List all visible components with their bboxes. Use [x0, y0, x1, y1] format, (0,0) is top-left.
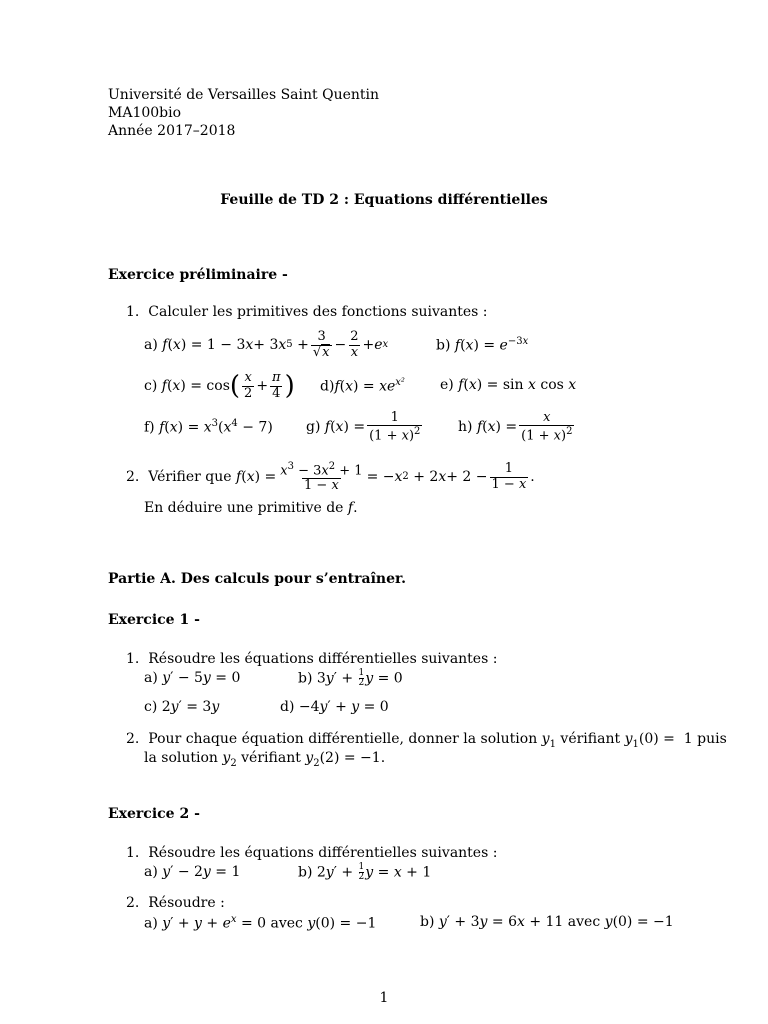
- ex1-q2: 2. Pour chaque équation différentielle, donner la solution $y_1$ vérifiant $y_1(0) = 1$ puis: [126, 731, 727, 750]
- prelim-q1-e: e) f(x) = sin x cos x: [440, 377, 577, 393]
- ex1-q1-b: b) 3y′ + $\frac{1}{2}$ y = 0: [298, 668, 403, 688]
- ex1-q1-d: d) −4y′ + y = 0: [280, 699, 389, 715]
- header-course: MA100bio: [108, 105, 182, 121]
- prelim-q2-text: Vérifier que: [148, 469, 232, 485]
- ex2-q2-b: b) y′ + 3y = 6x + 11 avec y(0) = −1: [420, 914, 674, 930]
- ex1-q1: 1. Résoudre les équations différentielles suivantes :: [126, 651, 498, 667]
- ex2-q1-b: b) 2y′ + $\frac{1}{2}$ y = x + 1: [298, 862, 432, 882]
- ex2-q2-a: a) $y' + y + e^x = 0$ avec y(0) = −1: [144, 914, 377, 932]
- ex1-heading: Exercice 1 -: [108, 612, 200, 628]
- partA-heading: Partie A. Des calculs pour s’entraîner.: [108, 571, 406, 587]
- ex2-q1-a: a) y′ − 2y = 1: [144, 864, 241, 880]
- page-number: 1: [379, 990, 389, 1006]
- ex1-q1-a: a) y′ − 5y = 0: [144, 670, 241, 686]
- prelim-q1-text: Calculer les primitives des fonctions suivantes :: [148, 304, 488, 320]
- prelim-q1-b: b) $f(x) = e^{-3x}$: [436, 336, 529, 354]
- ex2-q2: 2. Résoudre :: [126, 895, 225, 911]
- header-year: Année 2017–2018: [108, 123, 236, 139]
- prelim-q2-deduce: En déduire une primitive de f.: [144, 500, 358, 516]
- prelim-q1-g: g) f ( x ) = $\frac{1}{(1 + x)^2}$: [306, 409, 421, 444]
- ex1-q2-line2: la solution $y_2$ vérifiant $y_2(2) = -1$.: [144, 750, 386, 769]
- prelim-q1: 1. Calculer les primitives des fonctions suivantes :: [126, 304, 488, 320]
- prelim-q1-f: f) $f(x) = x^3(x^4 - 7)$: [144, 418, 273, 436]
- prelim-heading: Exercice préliminaire -: [108, 267, 288, 283]
- prelim-q2: 2. Vérifier que f ( x ) = $\frac{x^3 - 3x^2 + 1}{1 - x}$ = − x 2 + 2 x + 2 − $\frac{1}{1 - x}$ .: [126, 460, 535, 494]
- header-university: Université de Versailles Saint Quentin: [108, 87, 380, 103]
- page-title: Feuille de TD 2 : Equations différentielles: [220, 192, 548, 208]
- ex2-q1: 1. Résoudre les équations différentielles suivantes :: [126, 845, 498, 861]
- prelim-q1-d: $d)f(x) = xe^{x^2}$: [320, 377, 405, 395]
- prelim-q1-a: a) f ( x ) = 1 − 3 x + 3 x 5 + $\frac{3}{√x}$ − $\frac{2}{x}$ + e x: [144, 329, 389, 360]
- ex1-q1-c: c) 2y′ = 3y: [144, 699, 220, 715]
- prelim-q1-c: c) f ( x ) = cos ( $\frac{x}{2}$ + $\frac{\pi}{4}$ ): [144, 370, 295, 401]
- ex2-heading: Exercice 2 -: [108, 806, 200, 822]
- prelim-q1-h: h) f ( x ) = $\frac{x}{(1 + x)^2}$: [458, 409, 573, 444]
